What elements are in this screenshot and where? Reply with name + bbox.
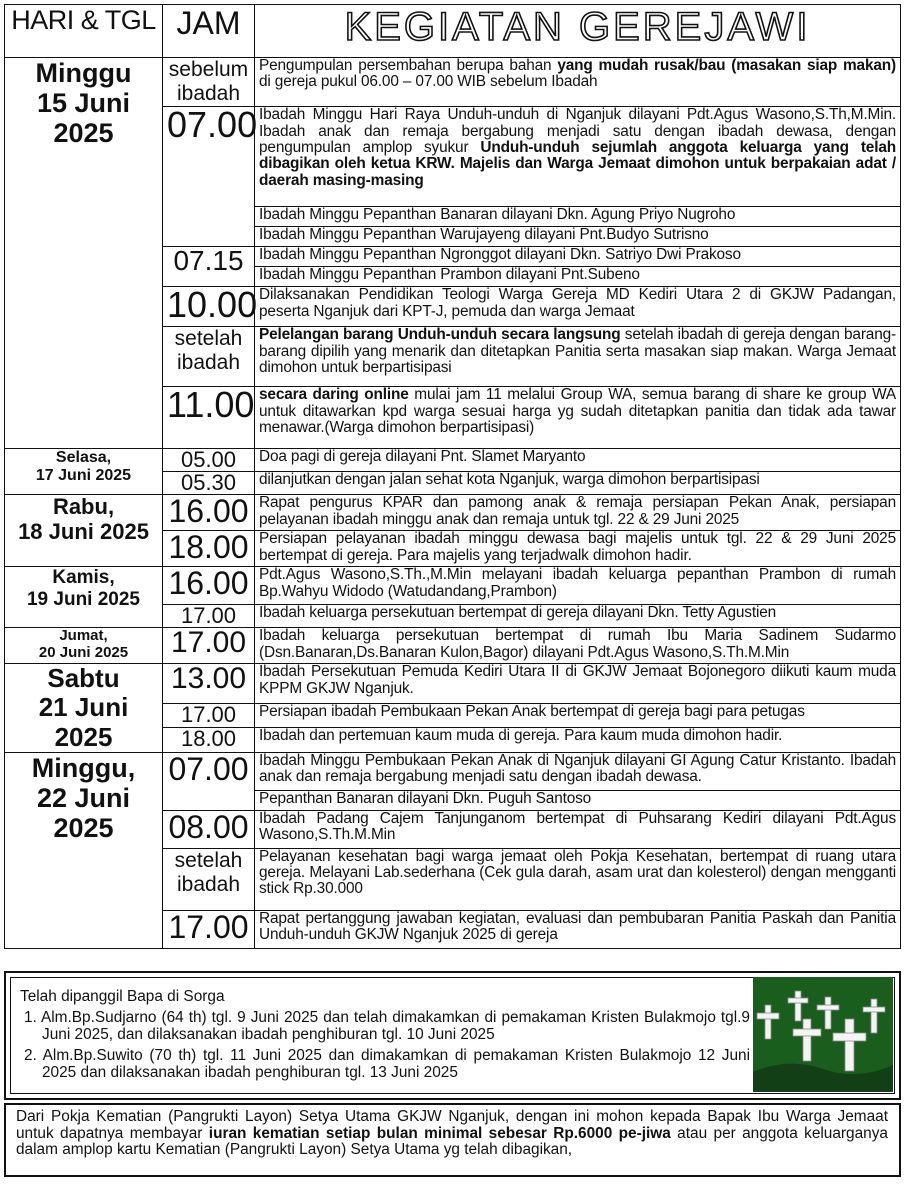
day-name: Minggu, [31, 752, 136, 783]
event-description: Ibadah keluarga persekutuan bertempat di gereja dilayani Dkn. Tetty Agustien [255, 605, 901, 628]
time-cell: 17.00 [163, 628, 255, 664]
schedule-table [4, 4, 901, 949]
event-description: Ibadah Minggu Hari Raya Unduh-unduh di Nganjuk dilayani Pdt.Agus Wasono,S.Th,M.Min. Ibadah anak dan remaja bergabung menjadi satu dengan ibadah dewasa, dengan pengumpulan amplop syukur Unduh-unduh sejumlah anggota keluarga yang telah dibagikan oleh ketua KRW. Majelis dan Warga Jemaat dimohon untuk berpakaian adat / daerah masing-masing [255, 107, 901, 207]
day-cell [5, 752, 163, 948]
event-description: Persiapan ibadah Pembukaan Pekan Anak bertempat di gereja bagi para petugas [255, 704, 901, 728]
death-notice-item: 1. Alm.Bp.Sudjarno (64 th) tgl. 9 Juni 2025 dan telah dimakamkan di pemakaman Kristen Bulakmojo tgl.9 Juni 2025, dan dilaksanakan ibadah penghiburan tgl. 10 Juni 2025 [24, 1008, 750, 1043]
day-cell [5, 628, 163, 664]
day-date: 15 Juni 2025 [36, 88, 131, 149]
day-cell [5, 567, 163, 628]
time-cell: 17.00 [163, 605, 255, 628]
page-title: KEGIATAN GEREJAWI [255, 5, 901, 58]
event-description: Ibadah Minggu Pepanthan Banaran dilayani Dkn. Agung Priyo Nugroho [255, 207, 901, 227]
event-description: Pdt.Agus Wasono,S.Th.,M.Min melayani ibadah keluarga pepanthan Prambon di rumah Bp.Wahyu Widodo (Watudandang,Prambon) [255, 567, 901, 605]
event-description: Ibadah Padang Cajem Tanjunganom bertempat di Puhsarang Kediri dilayani Pdt.Agus Wasono,S.Th.M.Min [255, 810, 901, 848]
time-cell: 18.00 [163, 531, 255, 567]
death-notice-item: 2. Alm.Bp.Suwito (70 th) tgl. 11 Juni 2025 dan dimakamkan di pemakaman Kristen Bulakmojo 12 Juni 2025 dan dilaksanakan ibadah penghiburan tgl. 13 Juni 2025 [24, 1046, 750, 1081]
day-cell [5, 495, 163, 567]
time-cell: 11.00 [163, 387, 255, 449]
time-cell: 13.00 [163, 664, 255, 704]
table-header [5, 5, 901, 58]
event-description: Ibadah Minggu Pepanthan Warujayeng dilayani Pnt.Budyo Sutrisno [255, 227, 901, 247]
event-description: Ibadah Minggu Pepanthan Prambon dilayani Pnt.Subeno [255, 267, 901, 287]
day-column-header: HARI & TGL [5, 5, 163, 58]
day-name: Minggu [35, 58, 132, 88]
day-name: Selasa, [55, 449, 112, 467]
day-date: 17 Juni 2025 [35, 467, 132, 485]
table-row [5, 495, 901, 531]
crosses-image [753, 977, 893, 1092]
event-description: Pelayanan kesehatan bagi warga jemaat oleh Pokja Kesehatan, bertempat di ruang utara gereja. Melayani Lab.sederhana (Cek gula darah, asam urat dan kolesterol) dengan mengganti stick Rp.30.000 [255, 848, 901, 910]
time-cell: 08.00 [163, 810, 255, 848]
fund-notice-box [4, 1103, 901, 1177]
event-description: Ibadah dan pertemuan kaum muda di gereja. Para kaum muda dimohon hadir. [255, 728, 901, 752]
time-cell: 16.00 [163, 495, 255, 531]
time-cell: 18.00 [163, 728, 255, 752]
day-date: 20 Juni 2025 [38, 644, 129, 662]
time-cell: setelah ibadah [163, 327, 255, 387]
table-row [5, 752, 901, 790]
table-row [5, 449, 901, 472]
day-date: 22 Juni 2025 [36, 782, 131, 844]
table-row [5, 628, 901, 664]
event-description: Rapat pertanggung jawaban kegiatan, evaluasi dan pembubaran Panitia Paskah dan Panitia Unduh-unduh GKJW Nganjuk 2025 di gereja [255, 910, 901, 948]
event-description: Persiapan pelayanan ibadah minggu dewasa bagi majelis untuk tgl. 22 & 29 Juni 2025 bertempat di gereja. Para majelis yang terjadwalk dimohon hadir. [255, 531, 901, 567]
event-description: Ibadah Minggu Pembukaan Pekan Anak di Nganjuk dilayani GI Agung Catur Kristanto. Ibadah anak dan remaja bergabung menjadi satu dengan ibadah dewasa. [255, 752, 901, 790]
day-cell [5, 449, 163, 495]
death-notice-text [20, 989, 750, 1086]
day-date: 18 Juni 2025 [18, 518, 149, 544]
event-description: Dilaksanakan Pendidikan Teologi Warga Gereja MD Kediri Utara 2 di GKJW Padangan, peserta Nganjuk dari KPT-J, pemuda dan warga Jemaat [255, 287, 901, 327]
time-cell: 07.00 [163, 752, 255, 810]
event-description: Pelelangan barang Unduh-unduh secara langsung setelah ibadah di gereja dengan barang-barang dipilih yang menarik dan ditetapkan Panitia serta masakan siap makan. Warga Jemaat dimohon untuk berpartisipasi [255, 327, 901, 387]
time-cell: 07.00 [163, 107, 255, 247]
time-cell: setelah ibadah [163, 848, 255, 910]
event-description: Rapat pengurus KPAR dan pamong anak & remaja persiapan Pekan Anak, persiapan pelayanan ibadah minggu anak dan remaja untuk tgl. 22 & 29 Juni 2025 [255, 495, 901, 531]
event-description: secara daring online mulai jam 11 melalui Group WA, semua barang di share ke group WA untuk ditawarkan kpd warga sesuai harga yg sudah ditetapkan panitia dan tidak ada tawar menawar.(Warga dimohon berpartisipasi) [255, 387, 901, 449]
day-name: Rabu, [52, 494, 115, 520]
table-row [5, 664, 901, 704]
day-name: Sabtu [47, 663, 120, 694]
event-description: Ibadah Persekutuan Pemuda Kediri Utara II di GKJW Jemaat Bojonegoro diikuti kaum muda KPPM GKJW Nganjuk. [255, 664, 901, 704]
fund-notice-text: Dari Pokja Kematian (Pangrukti Layon) Setya Utama GKJW Nganjuk, dengan ini mohon kepada Bapak Ibu Warga Jemaat untuk dapatnya membayar iuran kematian setiap bulan minimal sebesar Rp.6000 pe-jiwa atau per anggota keluarganya dalam amplop kartu Kematian (Pangrukti Layon) Setya Utama yg telah dibagikan, [16, 1108, 888, 1159]
announcement-sheet [4, 4, 901, 949]
time-column-header: JAM [163, 5, 255, 58]
death-notice-box [4, 971, 901, 1100]
day-cell [5, 58, 163, 449]
time-cell: 07.15 [163, 247, 255, 287]
table-row [5, 567, 901, 605]
event-description: dilanjutkan dengan jalan sehat kota Nganjuk, warga dimohon berpartisipasi [255, 472, 901, 495]
day-date: 19 Juni 2025 [26, 588, 141, 610]
time-cell: 05.30 [163, 472, 255, 495]
event-description: Pepanthan Banaran dilayani Dkn. Puguh Santoso [255, 790, 901, 810]
day-name: Kamis, [52, 567, 115, 589]
table-row [5, 58, 901, 107]
time-cell: 16.00 [163, 567, 255, 605]
time-cell: sebelum ibadah [163, 58, 255, 107]
time-cell: 05.00 [163, 449, 255, 472]
event-description: Ibadah keluarga persekutuan bertempat di rumah Ibu Maria Sadinem Sudarmo (Dsn.Banaran,Ds.Banaran Kulon,Bagor) dilayani Pdt.Agus Wasono,S.Th.M.Min [255, 628, 901, 664]
day-name: Jumat, [59, 627, 108, 645]
day-date: 21 Juni 2025 [38, 692, 129, 752]
time-cell: 17.00 [163, 704, 255, 728]
event-description: Doa pagi di gereja dilayani Pnt. Slamet Maryanto [255, 449, 901, 472]
event-description: Pengumpulan persembahan berupa bahan yang mudah rusak/bau (masakan siap makan) di gereja pukul 06.00 – 07.00 WIB sebelum Ibadah [255, 58, 901, 107]
death-notice-heading: Telah dipanggil Bapa di Sorga [20, 988, 225, 1005]
day-cell [5, 664, 163, 752]
crosses-on-grass-icon [753, 977, 893, 1092]
time-cell: 17.00 [163, 910, 255, 948]
time-cell: 10.00 [163, 287, 255, 327]
event-description: Ibadah Minggu Pepanthan Ngronggot dilayani Dkn. Satriyo Dwi Prakoso [255, 247, 901, 267]
